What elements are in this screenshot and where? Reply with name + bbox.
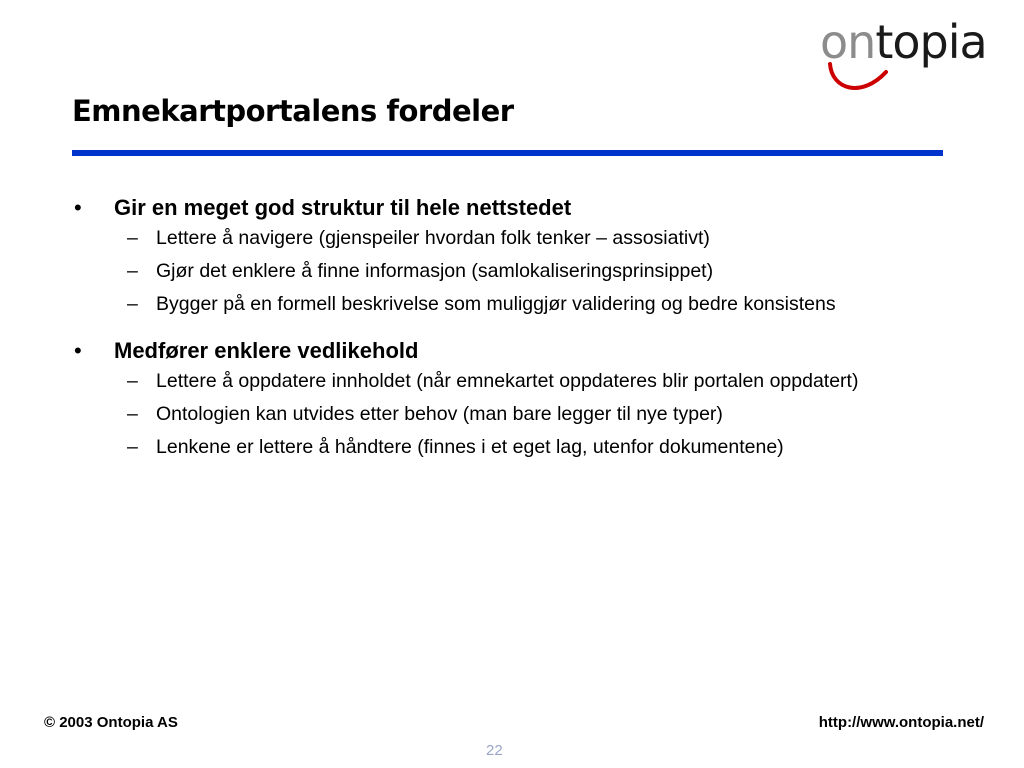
slide-content [72, 193, 952, 467]
page-number: 22 [486, 742, 503, 759]
bullet-text: Medfører enklere vedlikehold [114, 338, 419, 363]
sub-item-text: Ontologien kan utvides etter behov (man bare legger til nye typer) [156, 403, 723, 425]
footer-url: http://www.ontopia.net/ [818, 714, 984, 731]
footer-copyright: © 2003 Ontopia AS [44, 714, 178, 731]
sub-item [127, 291, 917, 317]
sub-item-text: Lettere å navigere (gjenspeiler hvordan folk tenker – assosiativt) [156, 227, 710, 249]
sub-item [127, 401, 917, 427]
sub-item-text: Gjør det enklere å finne informasjon (samlokaliseringsprinsippet) [156, 260, 714, 282]
slide-title: Emnekartportalens fordeler [72, 94, 514, 128]
dash-marker: – [127, 260, 138, 282]
sub-item-text: Lenkene er lettere å håndtere (finnes i et eget lag, utenfor dokumentene) [156, 436, 784, 458]
dash-marker: – [127, 293, 138, 315]
sub-item [127, 368, 917, 394]
dash-marker: – [127, 403, 138, 425]
bullet-spacer [72, 324, 952, 336]
logo-suffix: topia [875, 15, 987, 69]
title-rule [72, 150, 943, 156]
sub-item-text: Bygger på en formell beskrivelse som muliggjør validering og bedre konsistens [156, 293, 836, 315]
dash-marker: – [127, 227, 138, 249]
dash-marker: – [127, 370, 138, 392]
sub-item-text: Lettere å oppdatere innholdet (når emnekartet oppdateres blir portalen oppdatert) [156, 370, 859, 392]
ontopia-logo [818, 12, 1014, 102]
bullet-item [72, 193, 952, 223]
bullet-marker: • [74, 195, 82, 220]
ontopia-logo-icon [818, 12, 1014, 102]
sub-item [127, 434, 917, 460]
bullet-marker: • [74, 338, 82, 363]
logo-prefix: on [820, 15, 876, 69]
sub-item [127, 258, 917, 284]
sub-item [127, 225, 917, 251]
bullet-item [72, 336, 952, 366]
svg-text:ontopia [820, 15, 987, 69]
dash-marker: – [127, 436, 138, 458]
bullet-text: Gir en meget god struktur til hele nettstedet [114, 195, 572, 220]
